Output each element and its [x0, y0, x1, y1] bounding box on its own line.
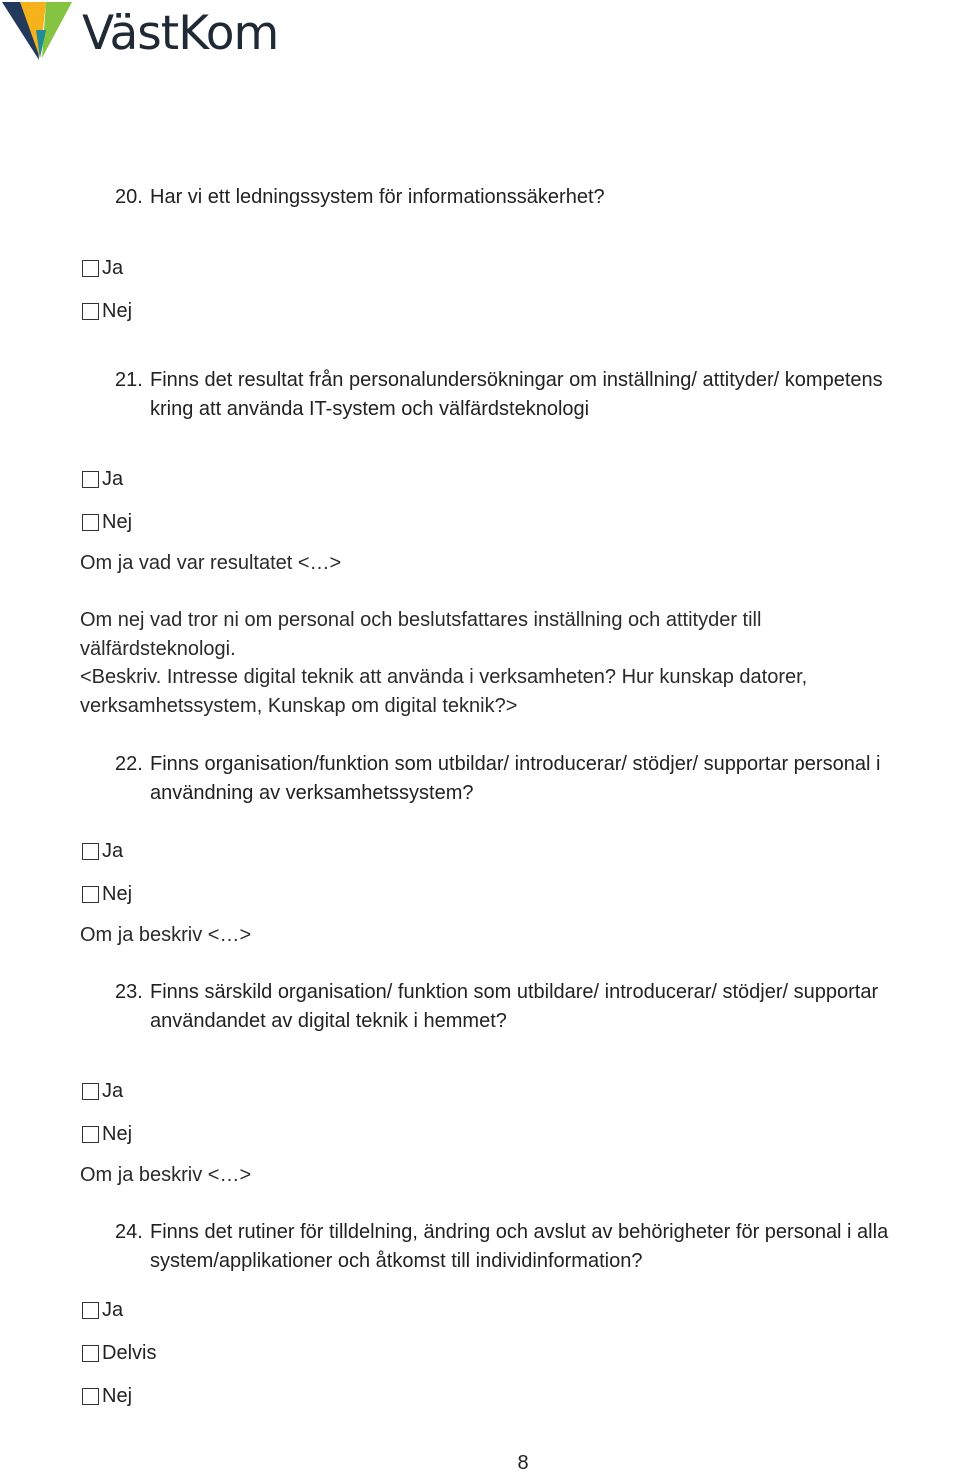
- question-text-line-1: Finns särskild organisation/ funktion som utbildare/ introducerar/ stödjer/ supportar: [150, 981, 879, 1003]
- checkbox-q21-nej[interactable]: [80, 508, 132, 536]
- checkbox-box[interactable]: [82, 1126, 99, 1143]
- question-22: [115, 750, 960, 810]
- q21-om-nej-line-2: välfärdsteknologi.: [80, 638, 236, 660]
- question-number: 21.: [115, 369, 143, 391]
- checkbox-label: Nej: [102, 883, 133, 905]
- question-number: 20.: [115, 186, 143, 208]
- question-number: 23.: [115, 981, 143, 1003]
- checkbox-q20-nej[interactable]: [80, 297, 132, 325]
- checkbox-box[interactable]: [82, 514, 99, 531]
- checkbox-q23-ja[interactable]: [80, 1077, 123, 1105]
- checkbox-box[interactable]: [82, 843, 99, 860]
- checkbox-box[interactable]: [82, 1388, 99, 1405]
- question-text-line-1: Finns det resultat från personalundersökningar om inställning/ attityder/ kompetens: [150, 369, 883, 391]
- checkbox-label: Ja: [102, 840, 124, 862]
- question-text-line-2: användning av verksamhetssystem?: [150, 782, 474, 804]
- question-text-line-1: Finns det rutiner för tilldelning, ändring och avslut av behörigheter för personal i alla: [150, 1221, 889, 1243]
- checkbox-q22-nej[interactable]: [80, 880, 132, 908]
- checkbox-box[interactable]: [82, 886, 99, 903]
- checkbox-q20-ja[interactable]: [80, 254, 123, 282]
- question-number: 24.: [115, 1221, 143, 1243]
- question-text-line-2: kring att använda IT-system och välfärdsteknologi: [150, 398, 590, 420]
- checkbox-box[interactable]: [82, 1345, 99, 1362]
- checkbox-label: Ja: [102, 1080, 124, 1102]
- checkbox-q21-ja[interactable]: [80, 465, 123, 493]
- checkbox-box[interactable]: [82, 471, 99, 488]
- checkbox-label: Nej: [102, 1123, 133, 1145]
- checkbox-label: Ja: [102, 257, 124, 279]
- question-21: [115, 366, 960, 426]
- question-number: 22.: [115, 753, 143, 775]
- question-text: Har vi ett ledningssystem för informationssäkerhet?: [150, 186, 605, 208]
- checkbox-label: Nej: [102, 1385, 133, 1407]
- question-text-line-2: system/applikationer och åtkomst till individinformation?: [150, 1250, 643, 1272]
- checkbox-box[interactable]: [82, 303, 99, 320]
- checkbox-q24-delvis[interactable]: [80, 1339, 156, 1367]
- q21-om-ja-text: Om ja vad var resultatet <…>: [80, 552, 342, 574]
- checkbox-label: Delvis: [102, 1342, 157, 1364]
- logo-text: VästKom: [82, 6, 279, 61]
- q21-beskriv-line-1: <Beskriv. Intresse digital teknik att använda i verksamheten? Hur kunskap datorer,: [80, 666, 808, 688]
- logo-mark-green: [42, 2, 72, 58]
- q21-beskriv-line-2: verksamhetssystem, Kunskap om digital teknik?>: [80, 695, 518, 717]
- checkbox-q23-nej[interactable]: [80, 1120, 132, 1148]
- question-23: [115, 978, 960, 1038]
- question-24: [115, 1218, 960, 1278]
- question-text-line-2: användandet av digital teknik i hemmet?: [150, 1010, 507, 1032]
- checkbox-box[interactable]: [82, 260, 99, 277]
- question-text-line-1: Finns organisation/funktion som utbildar/ introducerar/ stödjer/ supportar personal i: [150, 753, 881, 775]
- checkbox-label: Nej: [102, 511, 133, 533]
- q23-om-ja-text: Om ja beskriv <…>: [80, 1164, 252, 1186]
- checkbox-q24-ja[interactable]: [80, 1296, 123, 1324]
- checkbox-label: Ja: [102, 1299, 124, 1321]
- q22-om-ja-text: Om ja beskriv <…>: [80, 924, 252, 946]
- checkbox-label: Ja: [102, 468, 124, 490]
- checkbox-box[interactable]: [82, 1083, 99, 1100]
- checkbox-label: Nej: [102, 300, 133, 322]
- checkbox-box[interactable]: [82, 1302, 99, 1319]
- checkbox-q24-nej[interactable]: [80, 1382, 132, 1410]
- q21-om-nej-line-1: Om nej vad tror ni om personal och beslutsfattares inställning och attityder till: [80, 609, 762, 631]
- question-20: [115, 183, 960, 213]
- page-number: 8: [517, 1452, 529, 1474]
- checkbox-q22-ja[interactable]: [80, 837, 123, 865]
